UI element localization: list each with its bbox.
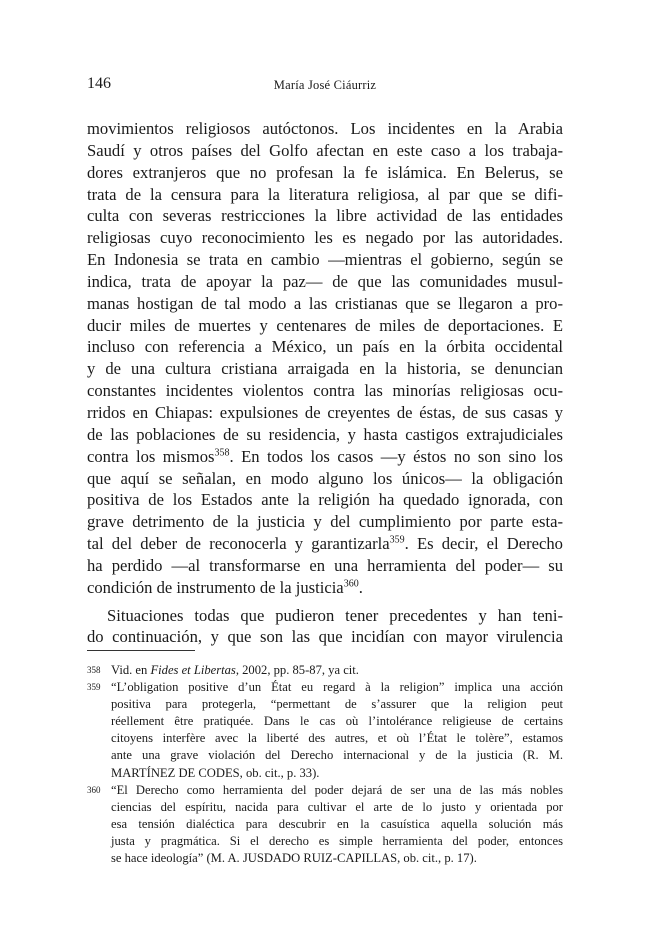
text-line: ha perdido —al transformarse en una herramienta del poder— su xyxy=(87,555,563,575)
text-fragment: contra los mismos xyxy=(87,446,215,466)
footnote-line: ciencias del espíritu, nacida para cultivar el arte de lo justo y orientada por xyxy=(111,799,563,814)
footnote-number: 360 xyxy=(87,784,101,795)
text-fragment: Vid. en xyxy=(111,663,151,677)
footnote-ref-360[interactable]: 360 xyxy=(343,578,359,590)
text-fragment: , 2002, pp. 85-87, ya cit. xyxy=(235,663,359,677)
text-line: constantes incidentes violentos contra las minorías religiosas ocu- xyxy=(87,381,563,401)
footnote-line: “L’obligation positive d’un État eu regard à la religion” implica una acción xyxy=(111,680,563,695)
text-line: que aquí se señalan, en modo alguno los únicos— la obligación xyxy=(87,468,563,488)
footnote-line: “El Derecho como herramienta del poder dejará de ser una de las más nobles xyxy=(111,782,563,797)
text-line: religiosas cuyo reconocimiento les es negado por las autoridades. xyxy=(87,228,563,248)
footnote-ref-358[interactable]: 358 xyxy=(214,447,230,459)
footnote-line: MARTÍNEZ DE CODES, ob. cit., p. 33). xyxy=(111,765,320,780)
text-line: incluso con referencia a México, un país en la órbita occidental xyxy=(87,337,563,357)
text-line: ducir miles de muertes y centenares de miles de deportaciones. E xyxy=(87,315,563,335)
text-line: indica, trata de apoyar la paz— de que las comunidades musul- xyxy=(87,271,563,291)
text-line: En Indonesia se trata en cambio —mientras el gobierno, según se xyxy=(87,250,563,270)
text-fragment: . Es decir, el Derecho xyxy=(404,534,563,554)
text-line: culta con severas restricciones la libre actividad de las entidades xyxy=(87,206,563,226)
text-line: dores extranjeros que no profesan la fe islámica. En Belerus, se xyxy=(87,162,563,182)
footnotes xyxy=(87,662,563,867)
paragraph-1 xyxy=(87,118,563,599)
text-line: grave detrimento de la justicia y del cumplimiento por parte esta- xyxy=(87,512,563,532)
footnote-line: esa tensión dialéctica para descubrir en la casuística aquella solución más xyxy=(111,816,563,831)
text-fragment: . xyxy=(358,577,363,597)
body-text xyxy=(87,118,563,648)
running-head: María José Ciáurriz xyxy=(273,78,377,92)
footnote-360 xyxy=(87,782,563,867)
text-line: de las poblaciones de su residencia, y hasta castigos extrajudiciales xyxy=(87,424,563,444)
text-line: rridos en Chiapas: expulsiones de creyentes de éstas, de sus casas y xyxy=(87,402,563,422)
footnote-line: justa y pragmática. Si el derecho es simple herramienta del poder, entonces xyxy=(111,833,563,848)
text-line xyxy=(87,533,563,555)
text-line: positiva de los Estados ante la religión ha quedado ignorada, con xyxy=(87,490,563,510)
footnote-line: ante una grave violación del Derecho internacional y de la justicia (R. M. xyxy=(111,748,563,763)
text-line xyxy=(87,577,563,599)
text-line: y de una cultura cristiana arraigada en la historia, se denuncian xyxy=(87,359,563,379)
footnote-line: réellement être pratiquée. Dans le cas où l’intolérance religieuse de certains xyxy=(111,714,563,729)
footnote-358 xyxy=(87,662,563,679)
footnote-line: se hace ideología” (M. A. JUSDADO RUIZ-CAPILLAS, ob. cit., p. 17). xyxy=(111,851,477,866)
page-header xyxy=(87,75,563,99)
text-line: trata de la censura para la literatura religiosa, al par que se difi- xyxy=(87,184,563,204)
text-line: Saudí y otros países del Golfo afectan en este caso a los trabaja- xyxy=(87,140,563,160)
footnote-line: positiva para protegerla, “permettant de s’assurer que la religion peut xyxy=(111,697,563,712)
footnote-rule xyxy=(87,650,195,651)
text-line: movimientos religiosos autóctonos. Los incidentes en la Arabia xyxy=(87,119,563,138)
text-line: Situaciones todas que pudieron tener precedentes y han teni- xyxy=(107,605,563,625)
footnote-ref-359[interactable]: 359 xyxy=(389,534,405,546)
text-line xyxy=(87,446,563,468)
cited-work-title: Fides et Libertas xyxy=(150,663,236,677)
paragraph-2 xyxy=(87,605,563,649)
footnote-line: citoyens interfère avec la liberté des autres, et où l’État le tolère”, estamos xyxy=(111,731,563,746)
text-fragment: . En todos los casos —y éstos no son sino los xyxy=(229,446,563,466)
page-number: 146 xyxy=(87,75,111,92)
text-line: manas hostigan de tal modo a las cristianas que se llegaron a pro- xyxy=(87,293,563,313)
text-fragment: tal del deber de reconocerla y garantizarla xyxy=(87,534,390,554)
text-fragment: condición de instrumento de la justicia xyxy=(87,577,344,597)
footnote-number: 358 xyxy=(87,665,101,675)
text-line: do continuación, y que son las que incidían con mayor virulencia xyxy=(87,627,563,647)
footnote-line xyxy=(111,662,563,679)
footnote-359 xyxy=(87,679,563,782)
footnote-number: 359 xyxy=(87,682,101,693)
